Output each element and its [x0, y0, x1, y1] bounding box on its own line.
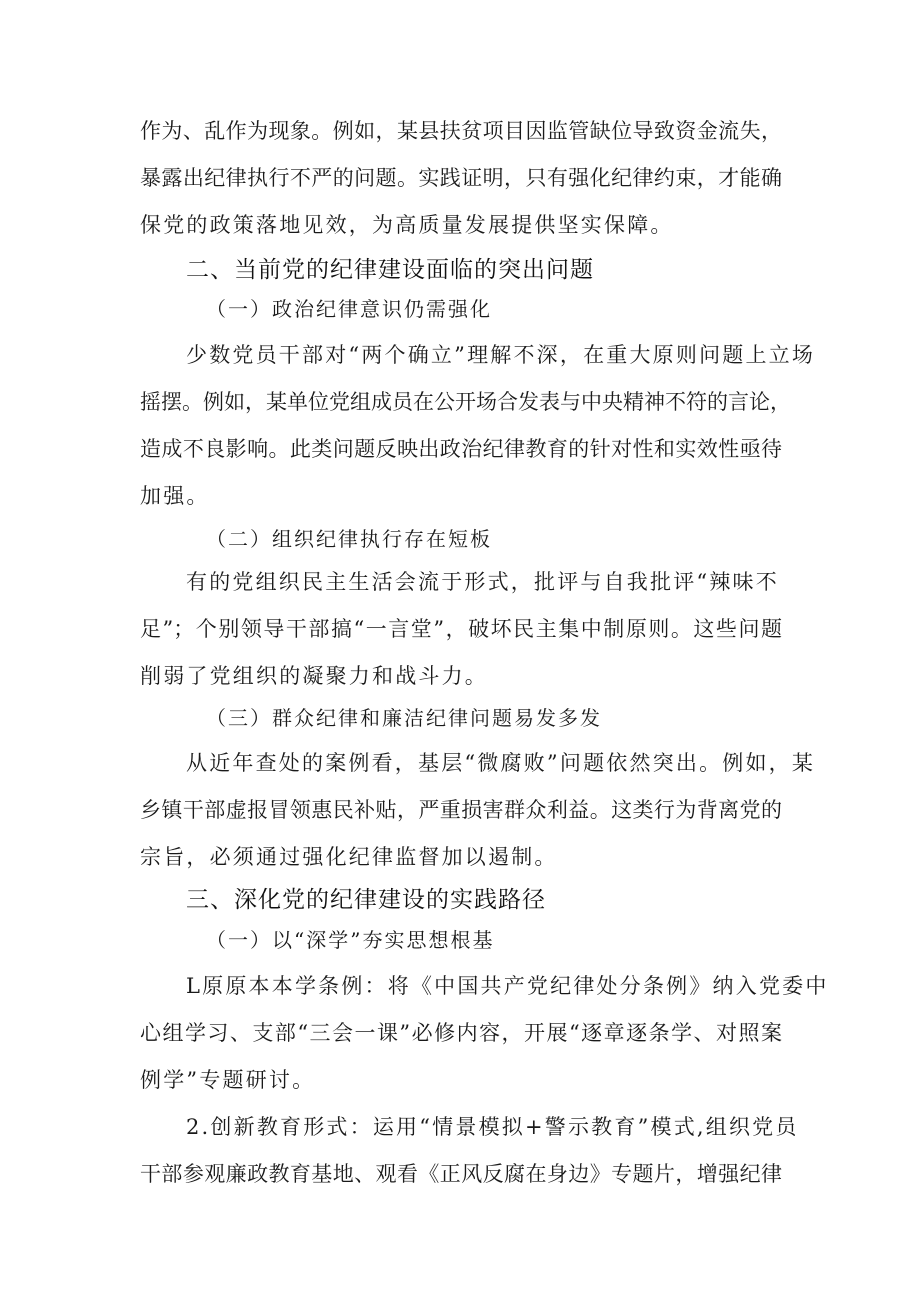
paragraph-line: 加强。 — [140, 484, 210, 508]
paragraph-line: 削弱了党组织的凝聚力和战斗力。 — [140, 664, 488, 688]
list-item-line: 例学”专题研讨。 — [140, 1068, 316, 1092]
paragraph-line: 乡镇干部虚报冒领惠民补贴，严重损害群众利益。这类行为背离党的 — [140, 798, 782, 822]
section-3-subsection-1-title: （一）以“深学”夯实思想根基 — [206, 928, 495, 952]
paragraph-line: 宗旨，必须通过强化纪律监督加以遏制。 — [140, 845, 558, 869]
paragraph-line: 有的党组织民主生活会流于形式，批评与自我批评“辣味不 — [186, 570, 779, 594]
intro-line-1: 作为、乱作为现象。例如，某县扶贫项目因监管缺位导致资金流失， — [140, 119, 782, 143]
list-item-line: 干部参观廉政教育基地、观看《正风反腐在身边》专题片，增强纪律 — [140, 1162, 782, 1186]
list-item-line: 2.创新教育形式：运用“情景模拟+警示教育”模式,组织党员 — [186, 1115, 799, 1139]
section-2-subsection-3-title: （三）群众纪律和廉洁纪律问题易发多发 — [206, 706, 602, 730]
paragraph-line: 摇摆。例如，某单位党组成员在公开场合发表与中央精神不符的言论， — [140, 390, 791, 414]
section-2-subsection-2-title: （二）组织纪律执行存在短板 — [206, 527, 492, 551]
paragraph-line: 足”；个别领导干部搞“一言堂”，破坏民主集中制原则。这些问题 — [140, 617, 782, 641]
section-3-heading: 三、深化党的纪律建设的实践路径 — [186, 887, 546, 913]
section-2-heading: 二、当前党的纪律建设面临的突出问题 — [186, 257, 594, 283]
section-2-subsection-1-title: （一）政治纪律意识仍需强化 — [206, 297, 492, 321]
paragraph-line: 从近年查处的案例看，基层“微腐败”问题依然突出。例如，某 — [186, 751, 816, 775]
intro-line-3: 保党的政策落地见效，为高质量发展提供坚实保障。 — [140, 213, 674, 237]
paragraph-line: 造成不良影响。此类问题反映出政治纪律教育的针对性和实效性亟待 — [140, 437, 782, 461]
list-item-line: 心组学习、支部“三会一课”必修内容，开展“逐章逐条学、对照案 — [140, 1021, 782, 1045]
paragraph-line: 少数党员干部对“两个确立”理解不深，在重大原则问题上立场 — [186, 343, 816, 367]
intro-line-2: 暴露出纪律执行不严的问题。实践证明，只有强化纪律约束，才能确 — [140, 166, 782, 190]
list-item-line: L原原本本学条例：将《中国共产党纪律处分条例》纳入党委中 — [186, 974, 829, 998]
